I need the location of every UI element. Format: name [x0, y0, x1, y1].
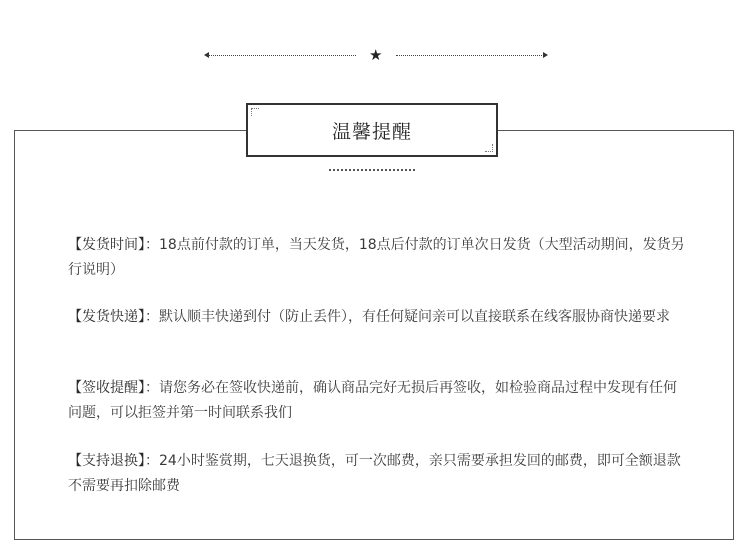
- notice-label: 【签收提醒】: [68, 380, 145, 396]
- title-box: [246, 103, 498, 157]
- notice-label: 【发货时间】: [68, 237, 145, 253]
- divider-line-right: [396, 55, 544, 56]
- notice-receipt: [68, 376, 688, 426]
- notice-returns: [68, 449, 688, 499]
- arrow-right-icon: [543, 52, 548, 58]
- corner-decoration-icon: [251, 108, 259, 116]
- title-underline: [329, 169, 415, 171]
- notice-text: ：默认顺丰快递到付（防止丢件），有任何疑问亲可以直接联系在线客服协商快递要求: [145, 309, 670, 325]
- notice-text: ：18点前付款的订单，当天发货，18点后付款的订单次日发货（大型活动期间，发货另行说明）: [68, 237, 685, 278]
- notice-label: 【支持退换】: [68, 453, 145, 469]
- notice-text: ：24小时鉴赏期，七天退换货，可一次邮费，亲只需要承担发回的邮费，即可全额退款不需要再扣除邮费: [68, 453, 681, 494]
- notice-courier: [68, 305, 688, 330]
- star-icon: ★: [369, 46, 383, 64]
- page-title: 温馨提醒: [331, 120, 412, 143]
- notice-shipping-time: [68, 233, 688, 283]
- corner-decoration-icon: [485, 144, 493, 152]
- notice-text: ：请您务必在签收快递前，确认商品完好无损后再签收，如检验商品过程中发现有任何问题，可以拒签并第一时间联系我们: [68, 380, 677, 421]
- notice-label: 【发货快递】: [68, 309, 145, 325]
- divider-line-left: [208, 55, 356, 56]
- top-divider: [204, 46, 548, 64]
